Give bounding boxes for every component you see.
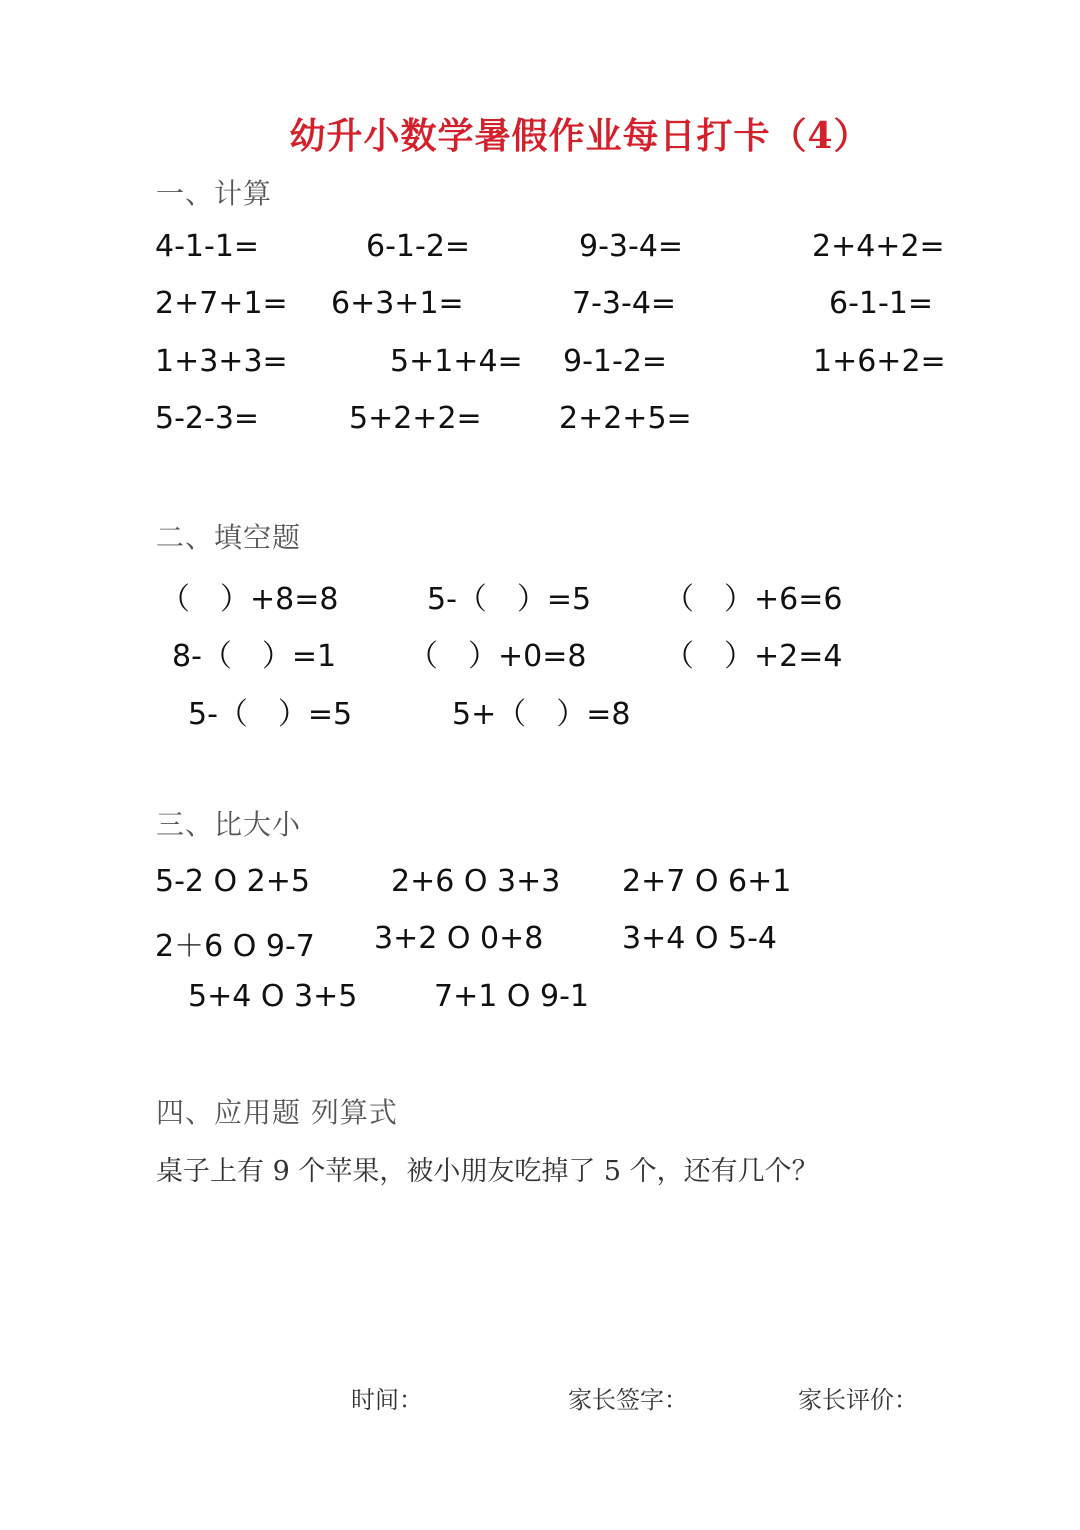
calc-problem: 6+3+1= xyxy=(331,286,464,321)
fill-problem: 5-（ ）=5 xyxy=(188,697,353,732)
calc-problem: 4-1-1= xyxy=(155,229,260,264)
section-heading-fill: 二、填空题 xyxy=(156,521,302,554)
fill-problem: （ ）+6=6 xyxy=(664,582,843,617)
parent-comment-label: 家长评价： xyxy=(798,1386,918,1414)
compare-problem: 5-2 O 2+5 xyxy=(155,864,310,899)
compare-problem: 3+2 O 0+8 xyxy=(374,921,544,956)
fill-problem: 5+（ ）=8 xyxy=(452,697,631,732)
compare-problem: 2+7 O 6+1 xyxy=(622,864,792,899)
compare-problem: 5+4 O 3+5 xyxy=(188,979,358,1014)
time-label: 时间： xyxy=(351,1386,423,1414)
fill-problem: 8-（ ）=1 xyxy=(172,639,337,674)
calc-problem: 7-3-4= xyxy=(572,286,677,321)
calc-problem: 1+3+3= xyxy=(155,344,288,379)
compare-problem: 2+6 O 3+3 xyxy=(391,864,561,899)
parent-sign-label: 家长签字： xyxy=(568,1386,688,1414)
calc-problem: 5+2+2= xyxy=(349,401,482,436)
calc-problem: 5+1+4= xyxy=(390,344,523,379)
section-heading-word: 四、应用题 列算式 xyxy=(156,1096,398,1129)
fill-problem: 5-（ ）=5 xyxy=(427,582,592,617)
calc-problem: 6-1-2= xyxy=(366,229,471,264)
calc-problem: 9-3-4= xyxy=(579,229,684,264)
compare-problem: 2＋6 O 9-7 xyxy=(155,929,315,964)
calc-problem: 6-1-1= xyxy=(829,286,934,321)
calc-problem: 2+2+5= xyxy=(559,401,692,436)
section-heading-compare: 三、比大小 xyxy=(156,808,302,841)
word-problem: 桌子上有 9 个苹果，被小朋友吃掉了 5 个，还有几个？ xyxy=(156,1156,819,1187)
compare-problem: 3+4 O 5-4 xyxy=(622,921,777,956)
calc-problem: 9-1-2= xyxy=(563,344,668,379)
fill-problem: （ ）+0=8 xyxy=(408,639,587,674)
calc-problem: 5-2-3= xyxy=(155,401,260,436)
calc-problem: 1+6+2= xyxy=(813,344,946,379)
page-title: 幼升小数学暑假作业每日打卡（4） xyxy=(289,115,871,157)
compare-problem: 7+1 O 9-1 xyxy=(434,979,589,1014)
fill-problem: （ ）+8=8 xyxy=(160,582,339,617)
calc-problem: 2+4+2= xyxy=(812,229,945,264)
calc-problem: 2+7+1= xyxy=(155,286,288,321)
section-heading-calc: 一、计算 xyxy=(156,177,273,210)
fill-problem: （ ）+2=4 xyxy=(664,639,843,674)
